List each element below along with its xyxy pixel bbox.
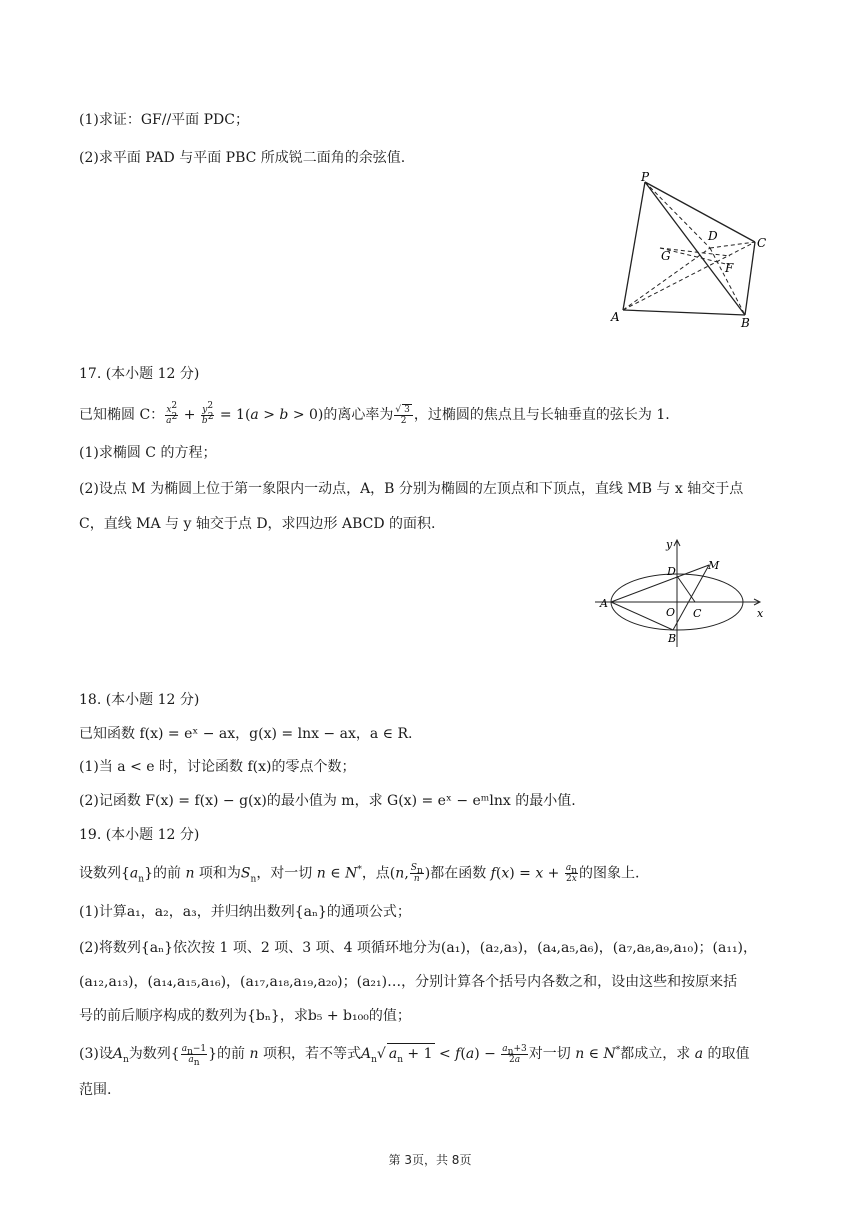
diag-AC bbox=[623, 242, 755, 310]
q16-part2: (2)求平面 PAD 与平面 PBC 所成锐二面角的余弦值. bbox=[79, 150, 406, 166]
label-O: O bbox=[666, 606, 676, 619]
q18-part2: (2)记函数 F(x) = f(x) − g(x)的最小值为 m，求 G(x) = eˣ − eᵐlnx 的最小值. bbox=[79, 793, 576, 809]
q19-stem: 设数列$\{a_n\}$的前 n 项和为$S_n$，对一切 n ∈ N*，点(n, $\frac{S_n}{n}$ )都在函数 f(x) = x + $\frac{a_n}{2x}$ 的图象上. bbox=[79, 863, 640, 885]
q17-part1: (1)求椭圆 C 的方程； bbox=[79, 445, 217, 461]
q19-part2-line1: (2)将数列{aₙ}依次按 1 项、2 项、3 项、4 项循环地分为(a₁)，(a₂,a₃)，(a₄,a₅,a₆)，(a₇,a₈,a₉,a₁₀)；(a₁₁)， bbox=[79, 940, 758, 956]
q19-part2-line3: 号的前后顺序构成的数列为{bₙ}，求b₅ + b₁₀₀的值； bbox=[79, 1008, 411, 1024]
q19-part3-line2: 范围. bbox=[79, 1082, 112, 1098]
label-C: C bbox=[757, 236, 767, 250]
q17-stem: 已知椭圆 C： $\frac{x^2}{a^2}$ + $\frac{y^2}{b^2}$ = 1(a > b > 0)的离心率为 $\frac{√ 3}{2}$ ，过椭圆的焦点且与长轴垂直的弦长为 1. bbox=[79, 400, 670, 426]
q19-part1: (1)计算a₁，a₂，a₃，并归纳出数列{aₙ}的通项公式； bbox=[79, 904, 411, 920]
label-D: D bbox=[708, 229, 718, 243]
q17-part2-line1: (2)设点 M 为椭圆上位于第一象限内一动点，A，B 分别为椭圆的左顶点和下顶点，直线 MB 与 x 轴交于点 bbox=[79, 481, 744, 497]
edge-BC bbox=[745, 242, 755, 315]
label-A: A bbox=[611, 310, 620, 324]
frac-Sn-n: $\frac{S_n}{n}$ bbox=[410, 863, 423, 884]
label-D: D bbox=[667, 565, 676, 578]
q16-part1: (1)求证：GF//平面 PDC； bbox=[79, 112, 249, 128]
q18-header: 18. (本小题 12 分) bbox=[79, 692, 200, 708]
q19-header: 19. (本小题 12 分) bbox=[79, 827, 200, 843]
q18-part1: (1)当 a < e 时，讨论函数 f(x)的零点个数； bbox=[79, 759, 356, 775]
seg-DC bbox=[677, 576, 695, 602]
frac-y2-b2: $\frac{y^2}{b^2}$ bbox=[201, 400, 214, 426]
q17-part2-line2: C，直线 MA 与 y 轴交于点 D，求四边形 ABCD 的面积. bbox=[79, 516, 436, 532]
label-A: A bbox=[600, 597, 608, 610]
edge-PD bbox=[645, 182, 710, 248]
line-MA bbox=[611, 565, 709, 602]
page-footer: 第 3页，共 8页 bbox=[388, 1153, 472, 1167]
label-F: F bbox=[725, 261, 734, 275]
frac-an-plus3-2a: $\frac{a_n+3}{2a}$ bbox=[502, 1043, 527, 1065]
q17-stem-middle: 的离心率为 bbox=[323, 407, 394, 423]
q18-stem: 已知函数 f(x) = eˣ − ax，g(x) = lnx − ax，a ∈ R. bbox=[79, 726, 413, 742]
ellipse-figure bbox=[590, 535, 775, 655]
label-M: M bbox=[708, 559, 720, 572]
label-B: B bbox=[668, 632, 677, 645]
q17-stem-prefix: 已知椭圆 C： bbox=[79, 407, 165, 423]
edge-AB bbox=[623, 310, 745, 315]
diag-DB bbox=[710, 248, 745, 315]
edge-PA bbox=[623, 182, 645, 310]
q19-part2-line2: (a₁₂,a₁₃)，(a₁₄,a₁₅,a₁₆)，(a₁₇,a₁₈,a₁₉,a₂₀)；(a₂₁)…，分别计算各个括号内各数之和，设由这些和按原来括 bbox=[79, 974, 738, 990]
label-B: B bbox=[741, 316, 750, 330]
label-C: C bbox=[693, 607, 702, 620]
frac-an-2x: $\frac{a_n}{2x}$ bbox=[565, 863, 578, 884]
edge-PC bbox=[645, 182, 755, 242]
frac-x2-a2: $\frac{x^2}{a^2}$ bbox=[166, 400, 178, 426]
frac-an-minus1-an: $\frac{a_n-1}{a_n}$ bbox=[181, 1043, 207, 1068]
label-G: G bbox=[661, 249, 671, 263]
q19-part3-line1: (3)设$A_n$为数列{ $\frac{a_n-1}{a_n}$ }的前 n 项积，若不等式$A_n√$ $a_n + 1 < f(a)$ − $\frac{a_n+3}{2a}$ 对一切 n ∈ N*都成立，求 a 的取值 bbox=[79, 1043, 750, 1068]
frac-sqrt3-2: $\frac{√ 3}{2}$ bbox=[394, 404, 412, 426]
label-y: y bbox=[666, 538, 673, 551]
pyramid-figure bbox=[605, 170, 780, 335]
q17-header: 17. (本小题 12 分) bbox=[79, 366, 200, 382]
label-P: P bbox=[641, 170, 650, 184]
label-x: x bbox=[757, 607, 764, 620]
q17-stem-suffix: ，过椭圆的焦点且与长轴垂直的弦长为 1. bbox=[413, 407, 670, 423]
